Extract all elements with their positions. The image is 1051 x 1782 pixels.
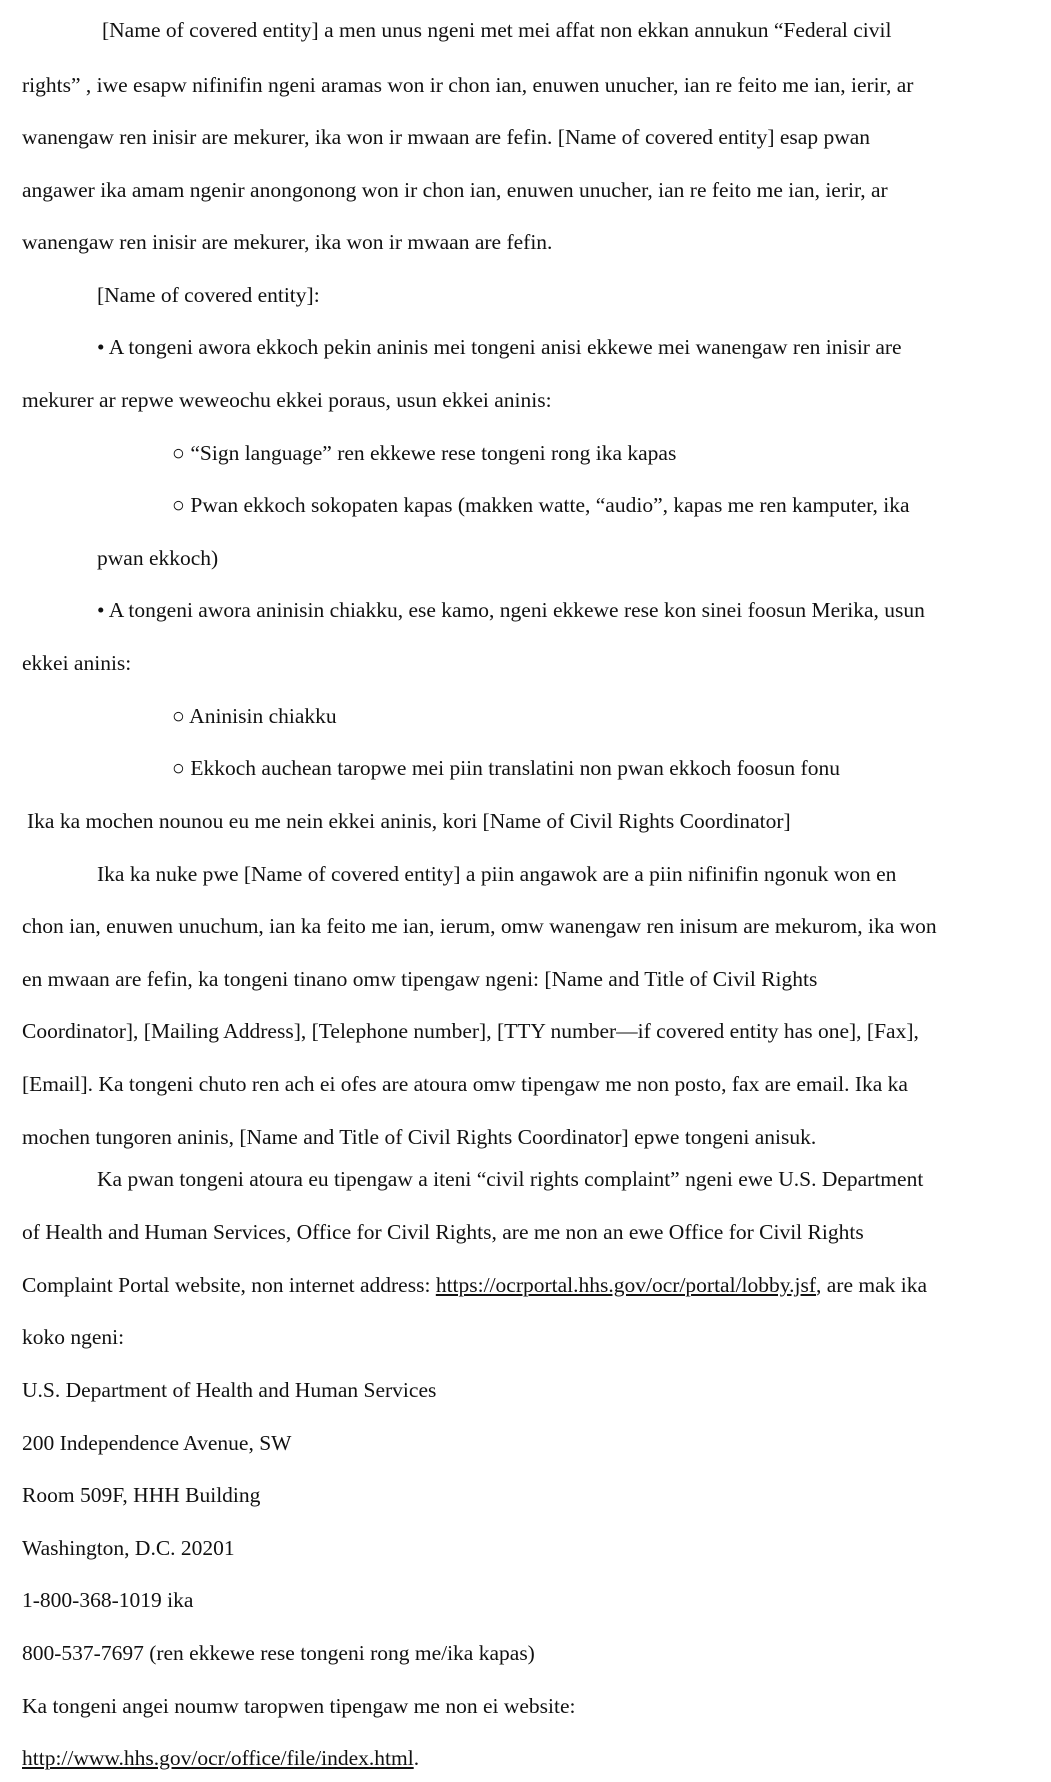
doc-line: [Name of covered entity]: [97, 283, 320, 307]
doc-line: of Health and Human Services, Office for Civil Rights, are me non an ewe Office for Civil Rights [22, 1220, 864, 1244]
portal-line-text-after: , are mak ika [816, 1273, 928, 1297]
file-line [22, 1745, 419, 1771]
address-line: U.S. Department of Health and Human Services [22, 1378, 437, 1402]
address-line: Room 509F, HHH Building [22, 1483, 261, 1507]
doc-line: wanengaw ren inisir are mekurer, ika won ir mwaan are fefin. [Name of covered entity] esap pwan [22, 125, 871, 149]
bullet-item: • A tongeni awora ekkoch pekin aninis mei tongeni anisi ekkewe mei wanengaw ren inisir are [97, 335, 902, 359]
doc-line: koko ngeni: [22, 1325, 125, 1349]
sub-bullet-item: ○ Aninisin chiakku [172, 704, 337, 728]
sub-bullet-item: ○ Ekkoch auchean taropwe mei piin translatini non pwan ekkoch foosun fonu [172, 756, 840, 780]
portal-line-text: Complaint Portal website, non internet address: [22, 1273, 436, 1297]
doc-line: [Email]. Ka tongeni chuto ren ach ei ofes are atoura omw tipengaw me non posto, fax are email. Ika ka [22, 1072, 908, 1096]
phone-line: 1-800-368-1019 ika [22, 1588, 194, 1612]
address-line: 200 Independence Avenue, SW [22, 1431, 292, 1455]
doc-line: rights” , iwe esapw nifinifin ngeni aramas won ir chon ian, enuwen unucher, ian re feito me ian, ierir, ar [22, 73, 914, 97]
complaint-form-link[interactable]: http://www.hhs.gov/ocr/office/file/index.html [22, 1746, 414, 1770]
phone-line: 800-537-7697 (ren ekkewe rese tongeni rong me/ika kapas) [22, 1641, 535, 1665]
doc-line: ekkei aninis: [22, 651, 132, 675]
doc-line: mekurer ar repwe weweochu ekkei poraus, usun ekkei aninis: [22, 388, 552, 412]
bullet-item: • A tongeni awora aninisin chiakku, ese kamo, ngeni ekkewe rese kon sinei foosun Merika, usun [97, 598, 925, 622]
doc-line: pwan ekkoch) [97, 546, 219, 570]
doc-line: [Name of covered entity] a men unus ngeni met mei affat non ekkan annukun “Federal civil [102, 18, 892, 42]
doc-line: Ka pwan tongeni atoura eu tipengaw a iteni “civil rights complaint” ngeni ewe U.S. Department [97, 1167, 924, 1191]
portal-line [22, 1272, 927, 1298]
doc-line: Ka tongeni angei noumw taropwen tipengaw me non ei website: [22, 1694, 576, 1718]
doc-line: en mwaan are fefin, ka tongeni tinano omw tipengaw ngeni: [Name and Title of Civil Rights [22, 967, 818, 991]
file-line-period: . [413, 1746, 420, 1770]
doc-line: angawer ika amam ngenir anongonong won ir chon ian, enuwen unucher, ian re feito me ian, ierir, ar [22, 178, 888, 202]
doc-line: mochen tungoren aninis, [Name and Title of Civil Rights Coordinator] epwe tongeni anisuk. [22, 1125, 817, 1149]
sub-bullet-item: ○ Pwan ekkoch sokopaten kapas (makken watte, “audio”, kapas me ren kamputer, ika [172, 493, 910, 517]
ocr-portal-link[interactable]: https://ocrportal.hhs.gov/ocr/portal/lobby.jsf [435, 1273, 816, 1297]
doc-line: Ika ka nuke pwe [Name of covered entity] a piin angawok are a piin nifinifin ngonuk won en [97, 862, 897, 886]
doc-line: chon ian, enuwen unuchum, ian ka feito me ian, ierum, omw wanengaw ren inisum are mekurom, ika won [22, 914, 937, 938]
doc-line: wanengaw ren inisir are mekurer, ika won ir mwaan are fefin. [22, 230, 553, 254]
doc-line: Ika ka mochen nounou eu me nein ekkei aninis, kori [Name of Civil Rights Coordinator] [27, 809, 791, 833]
address-line: Washington, D.C. 20201 [22, 1536, 235, 1560]
doc-line: Coordinator], [Mailing Address], [Telephone number], [TTY number—if covered entity has one], [Fax], [22, 1019, 919, 1043]
sub-bullet-item: ○ “Sign language” ren ekkewe rese tongeni rong ika kapas [172, 441, 677, 465]
